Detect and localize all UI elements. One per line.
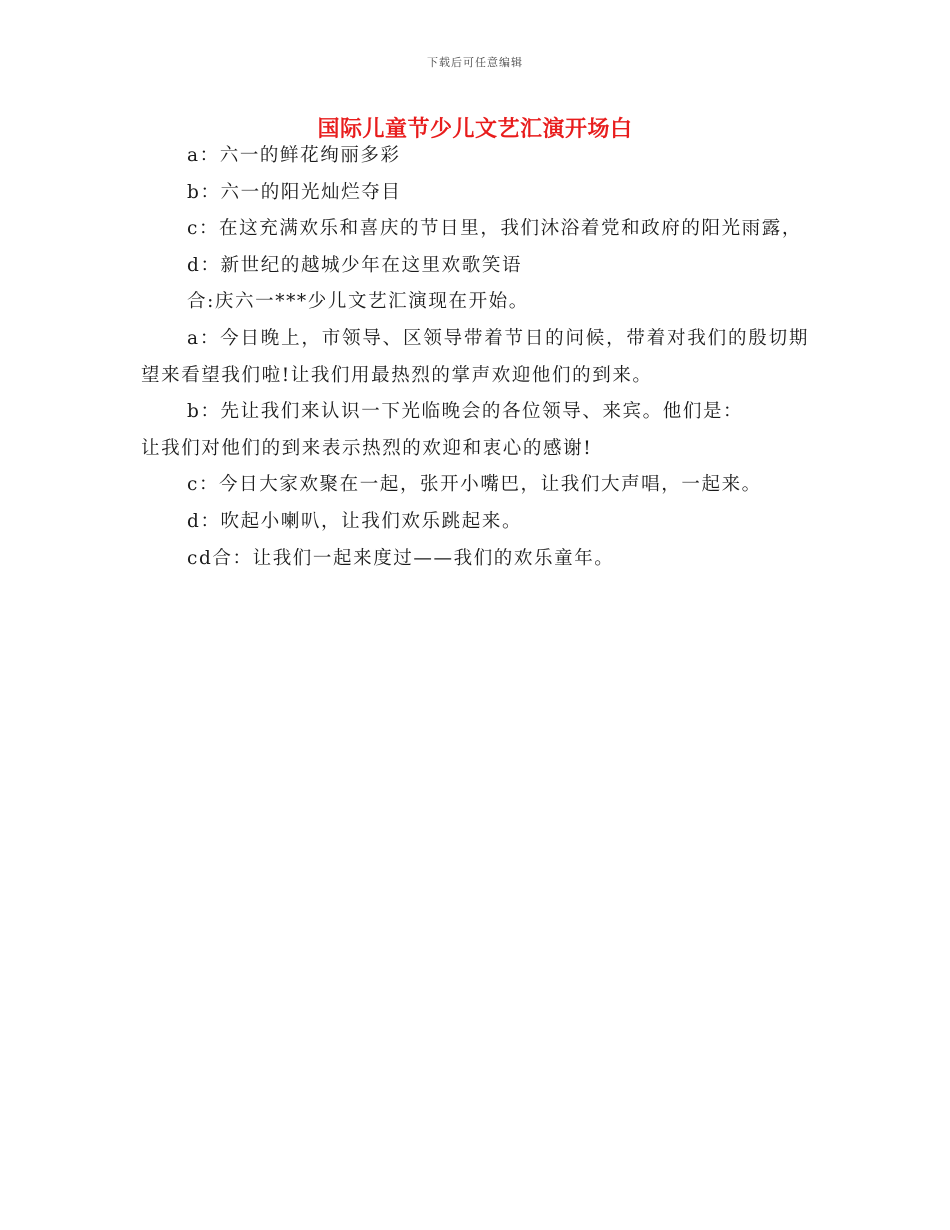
header-note: 下载后可任意编辑: [427, 56, 523, 69]
document-title: 国际儿童节少儿文艺汇演开场白: [317, 117, 633, 142]
paragraph-b-sunshine: b：六一的阳光灿烂夺目: [187, 181, 402, 203]
paragraph-a-flowers: a：六一的鲜花绚丽多彩: [187, 145, 401, 166]
paragraph-c-festival: c：在这充满欢乐和喜庆的节日里，我们沐浴着党和政府的阳光雨露，: [187, 218, 802, 240]
paragraph-thanks: 让我们对他们的到来表示热烈的欢迎和衷心的感谢!: [141, 437, 593, 459]
paragraph-together-open: 合:庆六一***少儿文艺汇演现在开始。: [187, 291, 529, 313]
paragraph-cd-childhood: cd合：让我们一起来度过——我们的欢乐童年。: [187, 547, 615, 569]
paragraph-a-leaders: a：今日晚上，市领导、区领导带着节日的问候，带着对我们的殷切期望来看望我们啦!让我们用最热烈的掌声欢迎他们的到来。: [141, 327, 809, 386]
document-body: [141, 138, 809, 577]
paragraph-b-guests: b：先让我们来认识一下光临晚会的各位领导、来宾。他们是：: [187, 401, 744, 423]
paragraph-c-sing: c：今日大家欢聚在一起，张开小嘴巴，让我们大声唱，一起来。: [187, 474, 762, 496]
paragraph-d-youth: d：新世纪的越城少年在这里欢歌笑语: [187, 254, 523, 276]
paragraph-d-dance: d：吹起小喇叭，让我们欢乐跳起来。: [187, 510, 523, 532]
